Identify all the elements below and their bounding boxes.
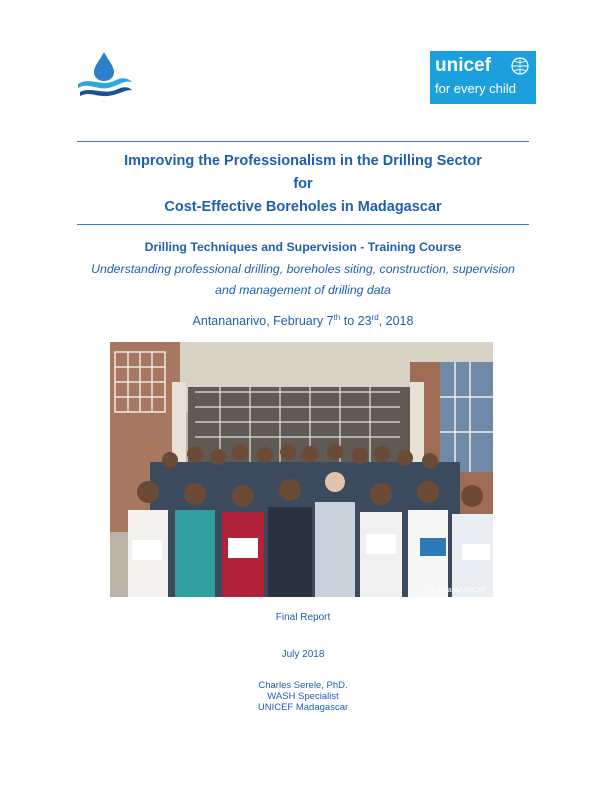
dates-sup1: th: [333, 313, 341, 322]
group-photo-image: [110, 342, 493, 597]
report-title-line3: Cost-Effective Boreholes in Madagascar: [164, 199, 442, 215]
dates-prefix: Antananarivo, February 7: [192, 314, 334, 329]
course-name: Drilling Techniques and Supervision - Training Course: [144, 240, 462, 254]
unicef-logo: [430, 51, 536, 104]
group-photo: [110, 342, 493, 597]
unicef-globe-icon: [510, 56, 530, 76]
author-organization: UNICEF Madagascar: [257, 702, 349, 713]
unicef-brand-text: unicef: [435, 55, 491, 76]
unicef-tagline: for every child: [435, 81, 516, 96]
water-drop-waves-logo-icon: [72, 48, 136, 104]
course-description-line1: Understanding professional drilling, boreholes siting, construction, supervision: [91, 262, 515, 276]
photo-credit: © Sitraka/UNICEF: [430, 587, 487, 594]
report-title-line1: Improving the Professionalism in the Drilling Sector: [124, 153, 482, 169]
author-role: WASH Specialist: [267, 691, 339, 702]
course-dates: [77, 313, 529, 328]
svg-text:~: ~: [103, 99, 105, 103]
author-name: Charles Serele, PhD.: [258, 680, 348, 691]
author-block: [77, 680, 529, 713]
dates-sup2: rd: [371, 313, 379, 322]
course-description-line2: and management of drilling data: [215, 283, 391, 297]
dates-middle: to 23: [340, 314, 372, 329]
organization-logo: [72, 48, 136, 104]
dates-suffix: , 2018: [378, 314, 414, 329]
report-date: July 2018: [281, 649, 325, 660]
bottom-divider: [77, 224, 529, 225]
report-title-line2: for: [293, 176, 313, 192]
top-divider: [77, 141, 529, 142]
report-type: Final Report: [275, 612, 331, 623]
